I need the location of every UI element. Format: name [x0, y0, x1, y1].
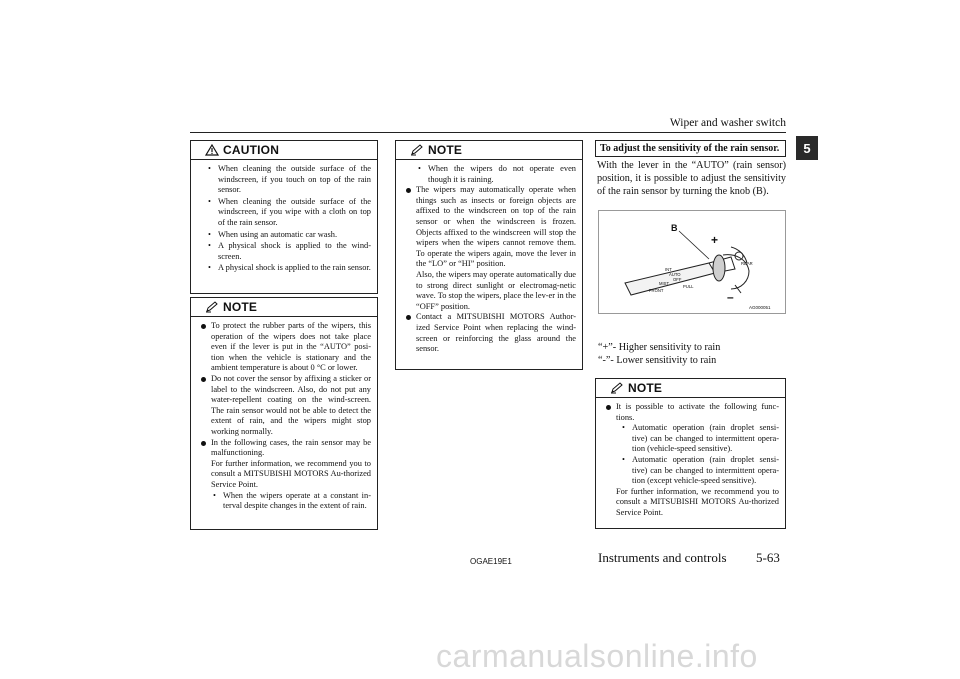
figure-lever-label: OFF: [673, 277, 682, 282]
note-1-item-2: Do not cover the sensor by affixing a sticker or label to the windscreen. Also, do not put any water-repellent coating on the wind-screen. The rain sensor would not be able to detect the extent of rain, and the wipers might stop working normally.: [201, 374, 371, 438]
note-2-lead: • When the wipers do not operate even though it is raining.: [416, 164, 576, 185]
note-1-sub: • When the wipers operate at a constant in-terval despite changes in the extent of rain.: [211, 491, 371, 512]
figure-rear-label: REAR: [741, 261, 753, 266]
caution-item-4: • A physical shock is applied to the wind-screen.: [205, 241, 371, 262]
wiper-lever-illustration: [599, 211, 785, 313]
pencil-note-icon: [410, 144, 424, 156]
note-1-heading: [191, 298, 377, 317]
caution-item-1: • When cleaning the outside surface of the windscreen, if you touch on top of the rain sensor.: [205, 164, 371, 196]
watermark: carmanualsonline.info: [436, 638, 758, 674]
note-3-sub-1: • Automatic operation (rain droplet sensi-tive) can be changed to intermittent opera-tion (vehicle-speed sensitive).: [620, 423, 779, 455]
caution-item-5: • A physical shock is applied to the rain sensor.: [205, 263, 371, 274]
pencil-note-icon: [610, 382, 624, 394]
caution-item-2: • When cleaning the outside surface of the windscreen, if you wipe with a cloth on top of the rain sensor.: [205, 197, 371, 229]
page-number: 5-63: [756, 550, 780, 565]
caution-heading: [191, 141, 377, 160]
page-header-title: Wiper and washer switch: [669, 117, 786, 129]
note-box-1: [190, 297, 378, 530]
note-1-item-1: To protect the rubber parts of the wipers, this operation of the wipers does not take place even if the lever is put in the “AUTO” posi-tion when the vehicle is stationary and the ambient temperature is about 0 °C or lower.: [201, 321, 371, 374]
figure-label-minus: –: [727, 290, 734, 304]
doc-code: OGAE19E1: [470, 557, 512, 566]
figure-label-plus: +: [711, 233, 719, 247]
wiper-lever-figure: [598, 210, 786, 314]
figure-lever-label: FRONT: [649, 288, 664, 293]
figure-lever-label: PULL: [683, 284, 694, 289]
note-2-item-1: The wipers may automatically operate when things such as insects or foreign objects are affixed to the windscreen on top of the rain sensor or when the windscreen is frozen. Objects affixed to the windscreen will stop the wipers when the wipers cannot remove them. To operate the wipers again, move the lever in the “LO” or “HI” position.: [406, 185, 576, 270]
footer-section: Instruments and controls: [598, 550, 727, 565]
figure-lever-label: INT: [665, 267, 672, 272]
note-3-heading: [596, 379, 785, 398]
legend-minus: “-”- Lower sensitivity to rain: [598, 355, 717, 366]
chapter-tab: 5: [796, 136, 818, 160]
caution-label: CAUTION: [223, 143, 280, 157]
figure-label-b: B: [671, 223, 678, 233]
legend-plus: “+”- Higher sensitivity to rain: [598, 342, 721, 353]
note-2-label: NOTE: [428, 143, 463, 157]
figure-lever-label: MIST: [659, 281, 670, 286]
caution-item-3: • When using an automatic car wash.: [205, 230, 371, 241]
figure-code: AG000051: [749, 305, 771, 310]
note-box-2: [395, 140, 583, 370]
warning-triangle-icon: [205, 144, 219, 156]
pencil-note-icon: [205, 301, 219, 313]
section-title: To adjust the sensitivity of the rain sensor.: [595, 140, 786, 157]
header-rule: [190, 132, 786, 133]
note-3-after: For further information, we recommend you to consult a MITSUBISHI MOTORS Au-thorized Service Point.: [616, 486, 779, 517]
note-2-item-1b: Also, the wipers may operate automatically due to strong direct sunlight or electromag-netic wave. To stop the wipers, place the lev-er in the “OFF” position.: [416, 269, 576, 311]
note-3-item: It is possible to activate the following func-tions.: [606, 402, 779, 423]
section-paragraph: With the lever in the “AUTO” (rain sensor) position, it is possible to adjust the sensitivity of the rain sensor by turning the knob (B).: [597, 160, 786, 197]
note-box-3: [595, 378, 786, 529]
note-3-sub-2: • Automatic operation (rain droplet sensi-tive) can be changed to intermittent opera-tion (except vehicle-speed sensitive).: [620, 455, 779, 487]
note-1-item-3: In the following cases, the rain sensor may be malfunctioning.: [201, 438, 371, 459]
note-2-item-2: Contact a MITSUBISHI MOTORS Author-ized Service Point when replacing the wind-screen or reinforcing the glass around the sensor.: [406, 312, 576, 354]
note-1-label: NOTE: [223, 300, 258, 314]
figure-lever-label: AUTO: [669, 272, 681, 277]
sensitivity-legend: [598, 341, 720, 367]
note-2-heading: [396, 141, 582, 160]
note-1-after: For further information, we recommend you to consult a MITSUBISHI MOTORS Au-thorized Service Point.: [211, 458, 371, 489]
caution-box: [190, 140, 378, 294]
note-3-label: NOTE: [628, 381, 663, 395]
